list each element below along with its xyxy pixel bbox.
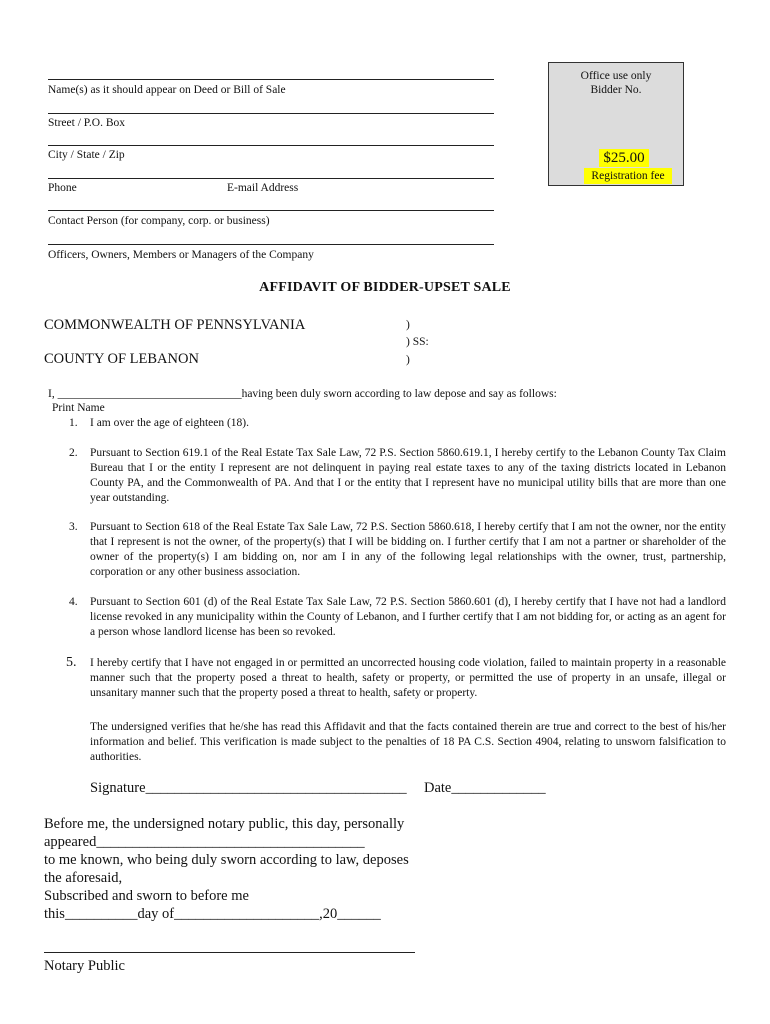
name-line[interactable] xyxy=(48,79,494,80)
venue-commonwealth: COMMONWEALTH OF PENNSYLVANIA xyxy=(44,317,306,333)
registration-fee-label: Registration fee xyxy=(584,168,672,184)
city-line[interactable] xyxy=(48,145,494,146)
city-label: City / State / Zip xyxy=(48,149,125,161)
venue-ss: ) SS: xyxy=(406,336,429,348)
item-text: Pursuant to Section 601 (d) of the Real Estate Tax Sale Law, 72 P.S. Section 5860.601 (d), I hereby certify that I have not had a landlord license revoked in any municipality within the County of Lebanon, and I further certify that I am not bidding for, or acting as an agent for a person whose landlord license has been so revoked. xyxy=(90,596,726,638)
phone-email-line[interactable] xyxy=(48,178,494,179)
item-number: 1. xyxy=(69,417,78,429)
officers-label: Officers, Owners, Members or Managers of the Company xyxy=(48,249,314,261)
item-number: 3. xyxy=(69,521,78,533)
contact-line[interactable] xyxy=(48,210,494,211)
office-use-label: Office use only xyxy=(580,70,652,82)
street-label: Street / P.O. Box xyxy=(48,117,125,129)
name-label: Name(s) as it should appear on Deed or Bill of Sale xyxy=(48,84,286,96)
item-number: 2. xyxy=(69,447,78,459)
notary-line-1: Before me, the undersigned notary public, this day, personally xyxy=(44,816,405,832)
officers-line[interactable] xyxy=(48,244,494,245)
notary-line-4: the aforesaid, xyxy=(44,870,123,886)
bidder-number-label: Bidder No. xyxy=(590,84,642,96)
email-label: E-mail Address xyxy=(227,182,299,194)
notary-date-field[interactable]: this__________day of____________________,20______ xyxy=(44,906,381,922)
item-number: 5. xyxy=(66,655,77,670)
notary-signature-line[interactable] xyxy=(44,952,415,953)
phone-label: Phone xyxy=(48,182,77,194)
venue-paren-3: ) xyxy=(406,354,410,366)
date-field[interactable]: Date_____________ xyxy=(424,780,546,796)
street-line[interactable] xyxy=(48,113,494,114)
contact-label: Contact Person (for company, corp. or business) xyxy=(48,215,270,227)
item-text: Pursuant to Section 618 of the Real Estate Tax Sale Law, 72 P.S. Section 5860.618, I hereby certify that I am not the owner, nor the entity that I represent is not the owner, of the property(s) that I will be bidding on. I further certify that I am not a partner or shareholder of the owner of the property(s) I am bidding on, nor am I in any of the following legal relationships with the owner, trust, partnership, corporation or any other business association. xyxy=(90,521,726,578)
notary-line-5: Subscribed and sworn to before me xyxy=(44,888,249,904)
notary-line-3: to me known, who being duly sworn according to law, deposes xyxy=(44,852,409,868)
item-text: Pursuant to Section 619.1 of the Real Estate Tax Sale Law, 72 P.S. Section 5860.619.1, I hereby certify to the Lebanon County Tax Claim Bureau that I or the entity I represent are not delinquent in paying real estate taxes to any of the taxing districts located in Lebanon County PA, and the Commonwealth of PA. And that I or the entity that I represent have no municipal utility bills that are more than one year outstanding. xyxy=(90,447,726,504)
venue-paren-1: ) xyxy=(406,319,410,331)
verification-statement: The undersigned verifies that he/she has read this Affidavit and that the facts contained therein are true and correct to the best of his/her information and belief. This verification is made subject to the penalties of 18 PA C.S. Section 4904, relating to unsworn falsification to authorities. xyxy=(90,721,726,763)
print-name-label: Print Name xyxy=(52,402,105,414)
item-number: 4. xyxy=(69,596,78,608)
venue-county: COUNTY OF LEBANON xyxy=(44,351,199,367)
notary-appeared-field[interactable]: appeared_____________________________________ xyxy=(44,834,365,850)
notary-public-label: Notary Public xyxy=(44,958,125,974)
item-text: I am over the age of eighteen (18). xyxy=(90,417,250,429)
document-title: AFFIDAVIT OF BIDDER-UPSET SALE xyxy=(259,280,511,295)
signature-field[interactable]: Signature____________________________________ xyxy=(90,780,407,796)
registration-fee-amount: $25.00 xyxy=(599,149,649,167)
item-text: I hereby certify that I have not engaged in or permitted an uncorrected housing code violation, failed to maintain property in a reasonable manner such that the property posed a threat to health, safety or property, or permitted the use of property in an unsafe, illegal or unsanitary manner such that the property posed a threat to health, safety or property. xyxy=(90,657,726,699)
deponent-line[interactable]: I, ________________________________having been duly sworn according to law depose and say as follows: xyxy=(48,388,557,400)
